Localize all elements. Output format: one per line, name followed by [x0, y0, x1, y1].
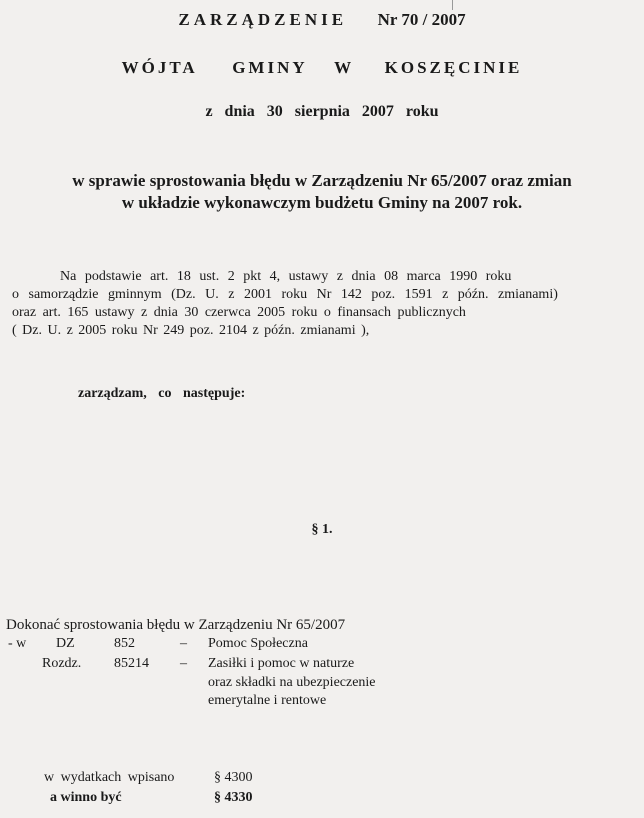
subject-line-2: w układzie wykonawczym budżetu Gminy na 2007 rok.: [121, 193, 523, 212]
subject: [0, 170, 644, 214]
should-label: a winno być: [50, 790, 122, 805]
date-line: z dnia 30 sierpnia 2007 roku: [205, 103, 439, 120]
issuer-word-3: W: [334, 58, 355, 77]
subject-line-1: w sprawie sprostowania błędu w Zarządzeniu Nr 65/2007 oraz zmian: [72, 171, 572, 190]
scan-mark: [452, 0, 453, 10]
dz-name: Pomoc Społeczna: [208, 636, 308, 651]
basis-line-2: o samorządzie gminnym (Dz. U. z 2001 roku Nr 142 poz. 1591 z późn. zmianami): [12, 287, 558, 302]
should-value: § 4330: [214, 790, 253, 805]
title-number: Nr 70 / 2007: [377, 10, 466, 29]
prefix-w: - w: [8, 636, 27, 651]
basis-line-1: Na podstawie art. 18 ust. 2 pkt 4, ustawy z dnia 08 marca 1990 roku: [60, 269, 512, 284]
dz-dash: –: [180, 636, 187, 651]
rozdz-code: 85214: [114, 656, 149, 671]
basis-line-4: ( Dz. U. z 2005 roku Nr 249 poz. 2104 z późn. zmianami ),: [12, 323, 370, 338]
entered-label: w wydatkach wpisano: [44, 770, 175, 785]
issuer-word-1: WÓJTA: [121, 58, 198, 77]
decree-phrase: zarządzam, co następuje:: [78, 386, 246, 401]
issuer-line: [0, 58, 644, 78]
legal-basis: [12, 268, 632, 340]
rozdz-name-1: Zasiłki i pomoc w naturze: [208, 656, 355, 671]
issuer-word-4: KOSZĘCINIE: [384, 58, 523, 77]
rozdz-label: Rozdz.: [42, 656, 82, 671]
rozdz-name-2: oraz składki na ubezpieczenie: [208, 675, 376, 690]
rozdz-dash: –: [180, 656, 187, 671]
title-word: ZARZĄDZENIE: [178, 10, 348, 29]
document-title: [0, 10, 644, 30]
paragraph-mark: § 1.: [311, 522, 333, 537]
basis-line-3: oraz art. 165 ustawy z dnia 30 czerwca 2005 roku o finansach publicznych: [12, 305, 466, 320]
correction-intro: Dokonać sprostowania błędu w Zarządzeniu Nr 65/2007: [6, 617, 346, 633]
entered-value: § 4300: [214, 770, 253, 785]
dz-code: 852: [114, 636, 135, 651]
rozdz-name-3: emerytalne i rentowe: [208, 693, 327, 708]
dz-label: DZ: [56, 636, 75, 651]
issuer-word-2: GMINY: [232, 58, 308, 77]
